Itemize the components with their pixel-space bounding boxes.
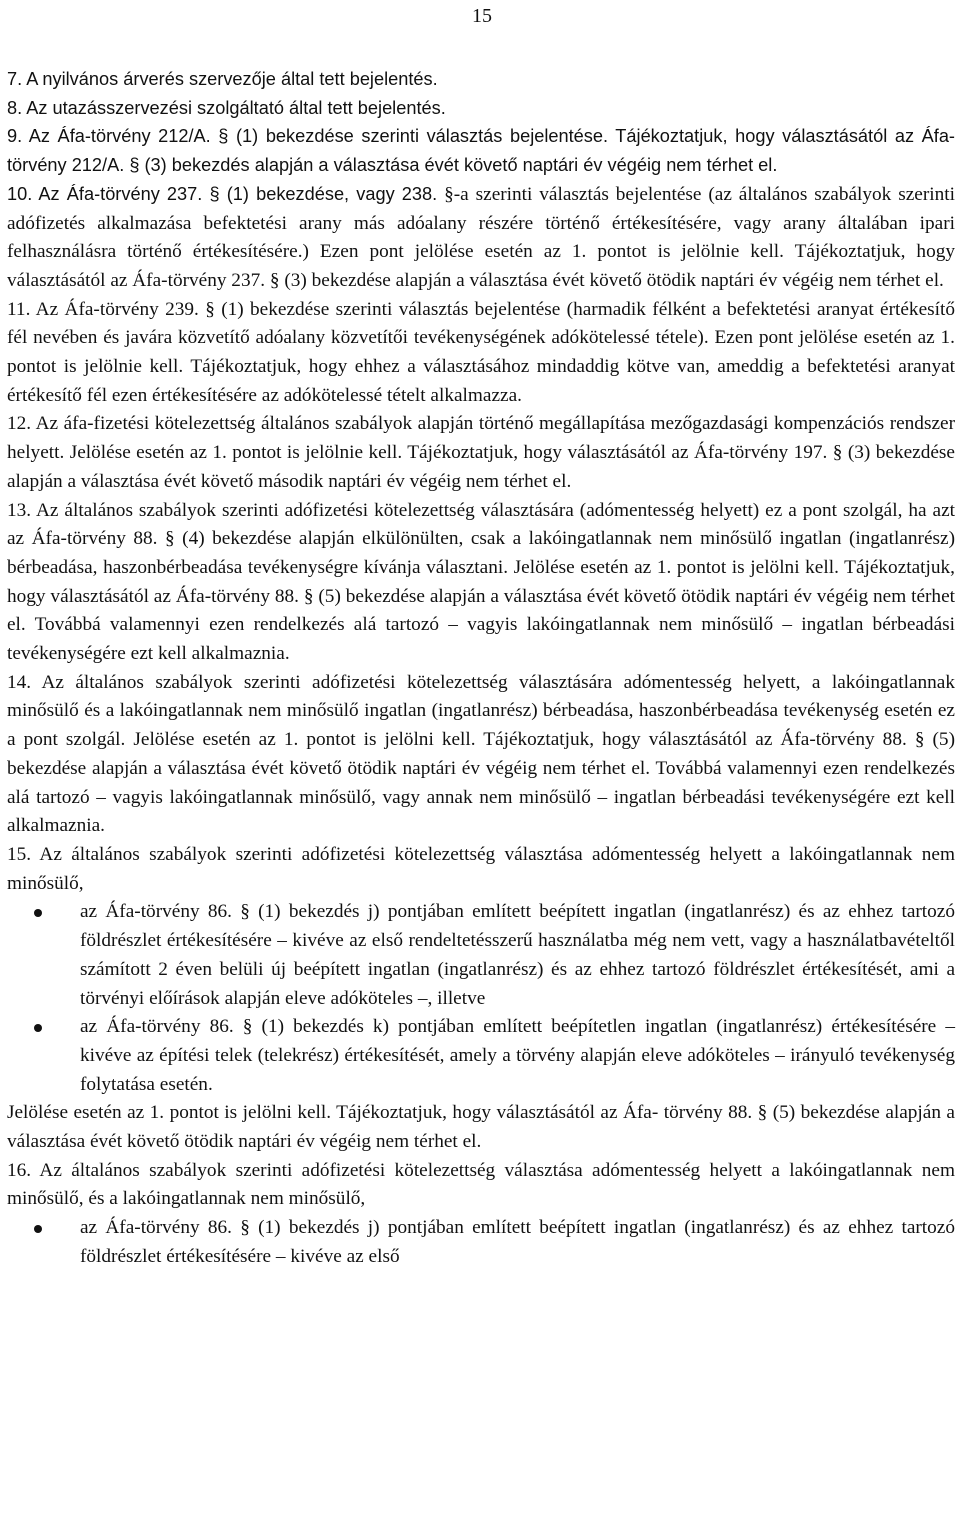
- list-item: [7, 1214, 955, 1271]
- paragraph: 8. Az utazásszervezési szolgáltató által tett bejelentés.: [7, 97, 446, 118]
- paragraph: 7. A nyilvános árverés szervezője által tett bejelentés.: [7, 69, 438, 89]
- paragraph: [7, 180, 955, 296]
- paragraph: 15. Az általános szabályok szerinti adófizetési kötelezettség választása adómentesség helyett a lakóingatlannak nem minősülő,: [7, 843, 955, 894]
- paragraph: Jelölése esetén az 1. pontot is jelölni kell. Tájékoztatjuk, hogy választásától az Áfa- törvény 88. § (5) bekezdése alapján a választása évét követő ötödik naptári év végéig nem térhet el.: [7, 1102, 955, 1153]
- bullet-list: [7, 898, 955, 1099]
- paragraph-text: §-a szerinti választás bejelentése (az általános szabályok szerinti adófizetés alkalmazása befektetési arany más adóalany részére történő értékesítésére, vagy arany általában ipari felhasználásra történő értékesítésére.) Ezen pont jelölése esetén az 1. pontot is jelölnie kell. Tájékoztatjuk, hogy választásától az Áfa-törvény 237. § (3) bekezdése alapján a választása évét követő ötödik naptári év végéig nem térhet el.: [7, 183, 955, 291]
- list-item-text: az Áfa-törvény 86. § (1) bekezdés j) pontjában említett beépített ingatlan (ingatlanrész) és az ehhez tartozó földrészlet értékesítésére – kivéve az első rendeltetésszerű használatba még nem vett, vagy a használatbavételtől számított 2 éven belüli új beépített ingatlan (ingatlanrész) és az ehhez tartozó földrészlet értékesítését, ami a törvényi előírások alapján eleve adóköteles –, illetve: [80, 901, 955, 1009]
- document-body: [7, 65, 955, 1272]
- bullet-list: [7, 1214, 955, 1271]
- paragraph-lead: 10. Az Áfa-törvény 237. § (1) bekezdése, vagy 238.: [7, 183, 438, 204]
- paragraph: 16. Az általános szabályok szerinti adófizetési kötelezettség választása adómentesség helyett a lakóingatlannak nem minősülő, és a lakóingatlannak nem minősülő,: [7, 1159, 955, 1210]
- list-item-text: az Áfa-törvény 86. § (1) bekezdés j) pontjában említett beépített ingatlan (ingatlanrész) és az ehhez tartozó földrészlet értékesítésére – kivéve az első: [80, 1217, 955, 1267]
- paragraph: 9. Az Áfa-törvény 212/A. § (1) bekezdése szerinti választás bejelentése. Tájékoztatjuk, hogy választásától az Áfa- törvény 212/A. § (3) bekezdés alapján a választása évét követő naptári év végéig nem térhet el.: [7, 126, 955, 176]
- bullet-icon: [34, 1225, 42, 1233]
- paragraph: 11. Az Áfa-törvény 239. § (1) bekezdése szerinti választás bejelentése (harmadik félként a befektetési aranyat értékesítő fél nevében és javára közvetítő adóalany közvetítői tevékenységének adókötelessé tétele). Ezen pont jelölése esetén az 1. pontot is jelölnie kell. Tájékoztatjuk, hogy ehhez a választásához mindaddig kötve van, ameddig a befektetési aranyat értékesítő fél ezen értékesítésére az adókötelessé tételt alkalmazza.: [7, 298, 955, 406]
- page-number: 15: [472, 5, 492, 27]
- paragraph: 14. Az általános szabályok szerinti adófizetési kötelezettség választására adómentesség helyett, a lakóingatlannak minősülő és a lakóingatlannak nem minősülő ingatlan (ingatlanrész) bérbeadása, haszonbérbeadása tevékenység esetén ez a pont szolgál. Jelölése esetén az 1. pontot is jelölni kell. Tájékoztatjuk, hogy választásától az Áfa-törvény 88. § (5) bekezdése alapján a választása évét követő ötödik naptári év végéig nem térhet el. Továbbá valamennyi ezen rendelkezés alá tartozó – vagyis lakóingatlannak minősülő, vagy annak nem minősülő – ingatlan bérbeadási tevékenységére ezt kell alkalmaznia.: [7, 671, 955, 837]
- list-item: [7, 898, 955, 1013]
- bullet-icon: [34, 909, 42, 917]
- paragraph: 13. Az általános szabályok szerinti adófizetési kötelezettség választására (adómentesség helyett) ez a pont szolgál, ha azt az Áfa-törvény 88. § (4) bekezdése alapján elkülönülten, csak a lakóingatlannak nem minősülő ingatlan (ingatlanrész) bérbeadása, haszonbérbeadása tevékenységre kívánja választani. Jelölése esetén az 1. pontot is jelölni kell. Tájékoztatjuk, hogy választásától az Áfa-törvény 88. § (5) bekezdése alapján a választása évét követő ötödik naptári év végéig nem térhet el. Továbbá valamennyi ezen rendelkezés alá tartozó – vagyis lakóingatlannak nem minősülő – ingatlan bérbeadási tevékenységére ezt kell alkalmaznia.: [7, 499, 955, 665]
- list-item-text: az Áfa-törvény 86. § (1) bekezdés k) pontjában említett beépítetlen ingatlan (ingatlanrész) értékesítésére – kivéve az építési telek (telekrész) értékesítését, amely a törvény alapján eleve adóköteles – irányuló tevékenység folytatása esetén.: [80, 1016, 955, 1095]
- paragraph: 12. Az áfa-fizetési kötelezettség általános szabályok alapján történő megállapítása mezőgazdasági kompenzációs rendszer helyett. Jelölése esetén az 1. pontot is jelölnie kell. Tájékoztatjuk, hogy választásától az Áfa-törvény 197. § (3) bekezdése alapján a választása évét követő második naptári év végéig nem térhet el.: [7, 413, 955, 492]
- list-item: [7, 1013, 955, 1099]
- bullet-icon: [34, 1024, 42, 1032]
